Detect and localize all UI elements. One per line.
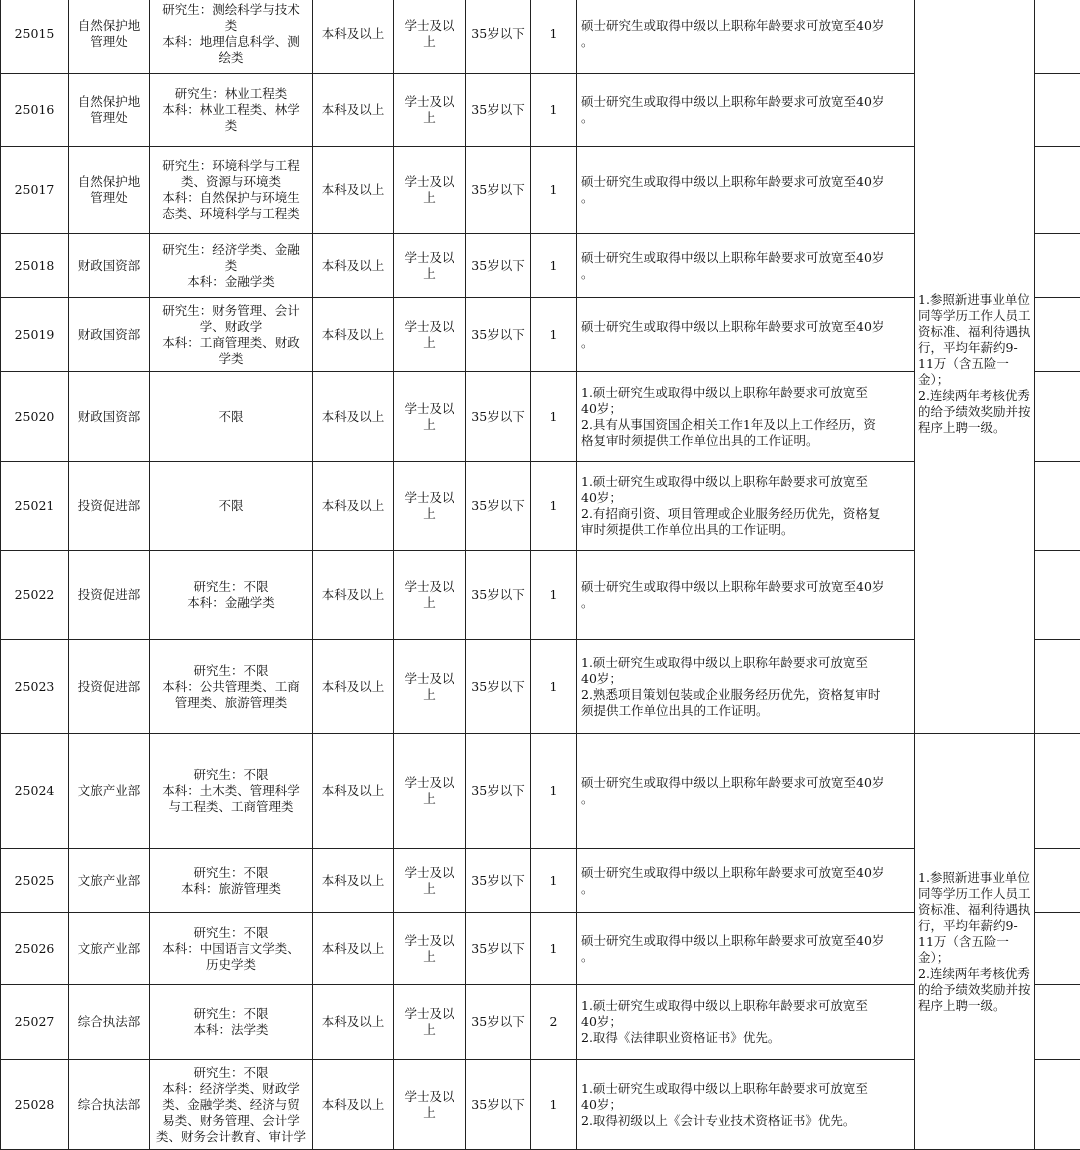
- position-code-cell: 25025: [1, 849, 69, 913]
- remarks-cell: [1035, 298, 1080, 372]
- department-cell: 自然保护地 管理处: [69, 147, 150, 234]
- education-cell: 本科及以上: [313, 462, 394, 551]
- degree-cell: 学士及以 上: [394, 372, 466, 462]
- position-code-cell: 25022: [1, 551, 69, 640]
- major-requirement-cell: 研究生：不限 本科：经济学类、财政学 类、金融学类、经济与贸 易类、财务管理、会计学 类、财务会计教育、审计学: [150, 1060, 313, 1150]
- remarks-cell: [1035, 462, 1080, 551]
- education-cell: 本科及以上: [313, 74, 394, 147]
- department-cell: 财政国资部: [69, 372, 150, 462]
- department-cell: 财政国资部: [69, 234, 150, 298]
- other-requirements-cell: 硕士研究生或取得中级以上职称年龄要求可放宽至40岁 。: [577, 74, 915, 147]
- education-cell: 本科及以上: [313, 640, 394, 734]
- position-code-cell: 25018: [1, 234, 69, 298]
- remarks-cell: [1035, 147, 1080, 234]
- education-cell: 本科及以上: [313, 734, 394, 849]
- remarks-cell: [1035, 849, 1080, 913]
- education-cell: 本科及以上: [313, 372, 394, 462]
- other-requirements-cell: 1.硕士研究生或取得中级以上职称年龄要求可放宽至 40岁； 2.取得初级以上《会计专业技术资格证书》优先。: [577, 1060, 915, 1150]
- headcount-cell: 1: [531, 372, 577, 462]
- age-cell: 35岁以下: [466, 372, 531, 462]
- major-requirement-cell: 研究生：不限 本科：金融学类: [150, 551, 313, 640]
- other-requirements-cell: 硕士研究生或取得中级以上职称年龄要求可放宽至40岁 。: [577, 734, 915, 849]
- degree-cell: 学士及以 上: [394, 147, 466, 234]
- education-cell: 本科及以上: [313, 234, 394, 298]
- degree-cell: 学士及以 上: [394, 1060, 466, 1150]
- position-code-cell: 25026: [1, 913, 69, 985]
- position-code-cell: 25027: [1, 985, 69, 1060]
- age-cell: 35岁以下: [466, 734, 531, 849]
- remarks-cell: [1035, 1060, 1080, 1150]
- headcount-cell: 1: [531, 234, 577, 298]
- age-cell: 35岁以下: [466, 298, 531, 372]
- education-cell: 本科及以上: [313, 1060, 394, 1150]
- remarks-cell: [1035, 734, 1080, 849]
- headcount-cell: 2: [531, 985, 577, 1060]
- degree-cell: 学士及以 上: [394, 74, 466, 147]
- education-cell: 本科及以上: [313, 147, 394, 234]
- degree-cell: 学士及以 上: [394, 0, 466, 74]
- position-code-cell: 25028: [1, 1060, 69, 1150]
- remarks-cell: [1035, 913, 1080, 985]
- age-cell: 35岁以下: [466, 551, 531, 640]
- education-cell: 本科及以上: [313, 913, 394, 985]
- degree-cell: 学士及以 上: [394, 913, 466, 985]
- age-cell: 35岁以下: [466, 1060, 531, 1150]
- major-requirement-cell: 不限: [150, 462, 313, 551]
- headcount-cell: 1: [531, 640, 577, 734]
- headcount-cell: 1: [531, 462, 577, 551]
- table-row: [1, 0, 1080, 74]
- other-requirements-cell: 1.硕士研究生或取得中级以上职称年龄要求可放宽至 40岁； 2.具有从事国资国企相关工作1年及以上工作经历，资 格复审时须提供工作单位出具的工作证明。: [577, 372, 915, 462]
- age-cell: 35岁以下: [466, 0, 531, 74]
- table-row: [1, 734, 1080, 849]
- age-cell: 35岁以下: [466, 74, 531, 147]
- department-cell: 综合执法部: [69, 1060, 150, 1150]
- other-requirements-cell: 硕士研究生或取得中级以上职称年龄要求可放宽至40岁 。: [577, 147, 915, 234]
- major-requirement-cell: 研究生：不限 本科：法学类: [150, 985, 313, 1060]
- position-code-cell: 25017: [1, 147, 69, 234]
- education-cell: 本科及以上: [313, 0, 394, 74]
- position-code-cell: 25021: [1, 462, 69, 551]
- headcount-cell: 1: [531, 0, 577, 74]
- education-cell: 本科及以上: [313, 849, 394, 913]
- salary-note-cell: 1.参照新进事业单位同等学历工作人员工资标准、福利待遇执行，平均年薪约9-11万（含五险一金）； 2.连续两年考核优秀的给予绩效奖励并按程序上聘一级。: [915, 734, 1035, 1150]
- salary-note-cell: 1.参照新进事业单位同等学历工作人员工资标准、福利待遇执行，平均年薪约9-11万（含五险一金）； 2.连续两年考核优秀的给予绩效奖励并按程序上聘一级。: [915, 0, 1035, 734]
- other-requirements-cell: 硕士研究生或取得中级以上职称年龄要求可放宽至40岁 。: [577, 0, 915, 74]
- major-requirement-cell: 研究生：经济学类、金融 类 本科：金融学类: [150, 234, 313, 298]
- remarks-cell: [1035, 372, 1080, 462]
- major-requirement-cell: 研究生：不限 本科：中国语言文学类、 历史学类: [150, 913, 313, 985]
- age-cell: 35岁以下: [466, 462, 531, 551]
- major-requirement-cell: 研究生：林业工程类 本科：林业工程类、林学 类: [150, 74, 313, 147]
- remarks-cell: [1035, 640, 1080, 734]
- age-cell: 35岁以下: [466, 640, 531, 734]
- headcount-cell: 1: [531, 551, 577, 640]
- major-requirement-cell: 研究生：环境科学与工程 类、资源与环境类 本科：自然保护与环境生 态类、环境科学与工程类: [150, 147, 313, 234]
- department-cell: 文旅产业部: [69, 913, 150, 985]
- position-code-cell: 25016: [1, 74, 69, 147]
- major-requirement-cell: 研究生：不限 本科：土木类、管理科学 与工程类、工商管理类: [150, 734, 313, 849]
- position-code-cell: 25020: [1, 372, 69, 462]
- department-cell: 自然保护地 管理处: [69, 74, 150, 147]
- remarks-cell: [1035, 234, 1080, 298]
- remarks-cell: [1035, 985, 1080, 1060]
- age-cell: 35岁以下: [466, 913, 531, 985]
- department-cell: 财政国资部: [69, 298, 150, 372]
- headcount-cell: 1: [531, 849, 577, 913]
- major-requirement-cell: 不限: [150, 372, 313, 462]
- age-cell: 35岁以下: [466, 849, 531, 913]
- degree-cell: 学士及以 上: [394, 462, 466, 551]
- major-requirement-cell: 研究生：不限 本科：公共管理类、工商 管理类、旅游管理类: [150, 640, 313, 734]
- other-requirements-cell: 硕士研究生或取得中级以上职称年龄要求可放宽至40岁 。: [577, 298, 915, 372]
- remarks-cell: [1035, 0, 1080, 74]
- remarks-cell: [1035, 551, 1080, 640]
- headcount-cell: 1: [531, 734, 577, 849]
- degree-cell: 学士及以 上: [394, 234, 466, 298]
- age-cell: 35岁以下: [466, 985, 531, 1060]
- other-requirements-cell: 1.硕士研究生或取得中级以上职称年龄要求可放宽至 40岁； 2.有招商引资、项目管理或企业服务经历优先，资格复 审时须提供工作单位出具的工作证明。: [577, 462, 915, 551]
- department-cell: 投资促进部: [69, 462, 150, 551]
- major-requirement-cell: 研究生：测绘科学与技术 类 本科：地理信息科学、测 绘类: [150, 0, 313, 74]
- other-requirements-cell: 1.硕士研究生或取得中级以上职称年龄要求可放宽至 40岁； 2.取得《法律职业资格证书》优先。: [577, 985, 915, 1060]
- age-cell: 35岁以下: [466, 234, 531, 298]
- department-cell: 自然保护地 管理处: [69, 0, 150, 74]
- age-cell: 35岁以下: [466, 147, 531, 234]
- headcount-cell: 1: [531, 147, 577, 234]
- department-cell: 文旅产业部: [69, 734, 150, 849]
- other-requirements-cell: 硕士研究生或取得中级以上职称年龄要求可放宽至40岁 。: [577, 913, 915, 985]
- major-requirement-cell: 研究生：不限 本科：旅游管理类: [150, 849, 313, 913]
- department-cell: 投资促进部: [69, 551, 150, 640]
- department-cell: 综合执法部: [69, 985, 150, 1060]
- other-requirements-cell: 硕士研究生或取得中级以上职称年龄要求可放宽至40岁 。: [577, 551, 915, 640]
- position-code-cell: 25019: [1, 298, 69, 372]
- degree-cell: 学士及以 上: [394, 734, 466, 849]
- department-cell: 投资促进部: [69, 640, 150, 734]
- education-cell: 本科及以上: [313, 551, 394, 640]
- other-requirements-cell: 1.硕士研究生或取得中级以上职称年龄要求可放宽至 40岁； 2.熟悉项目策划包装或企业服务经历优先，资格复审时 须提供工作单位出具的工作证明。: [577, 640, 915, 734]
- degree-cell: 学士及以 上: [394, 849, 466, 913]
- position-code-cell: 25024: [1, 734, 69, 849]
- headcount-cell: 1: [531, 1060, 577, 1150]
- remarks-cell: [1035, 74, 1080, 147]
- department-cell: 文旅产业部: [69, 849, 150, 913]
- position-code-cell: 25015: [1, 0, 69, 74]
- position-code-cell: 25023: [1, 640, 69, 734]
- headcount-cell: 1: [531, 913, 577, 985]
- degree-cell: 学士及以 上: [394, 985, 466, 1060]
- headcount-cell: 1: [531, 298, 577, 372]
- major-requirement-cell: 研究生：财务管理、会计 学、财政学 本科：工商管理类、财政 学类: [150, 298, 313, 372]
- degree-cell: 学士及以 上: [394, 640, 466, 734]
- degree-cell: 学士及以 上: [394, 298, 466, 372]
- other-requirements-cell: 硕士研究生或取得中级以上职称年龄要求可放宽至40岁 。: [577, 234, 915, 298]
- headcount-cell: 1: [531, 74, 577, 147]
- other-requirements-cell: 硕士研究生或取得中级以上职称年龄要求可放宽至40岁 。: [577, 849, 915, 913]
- education-cell: 本科及以上: [313, 298, 394, 372]
- degree-cell: 学士及以 上: [394, 551, 466, 640]
- education-cell: 本科及以上: [313, 985, 394, 1060]
